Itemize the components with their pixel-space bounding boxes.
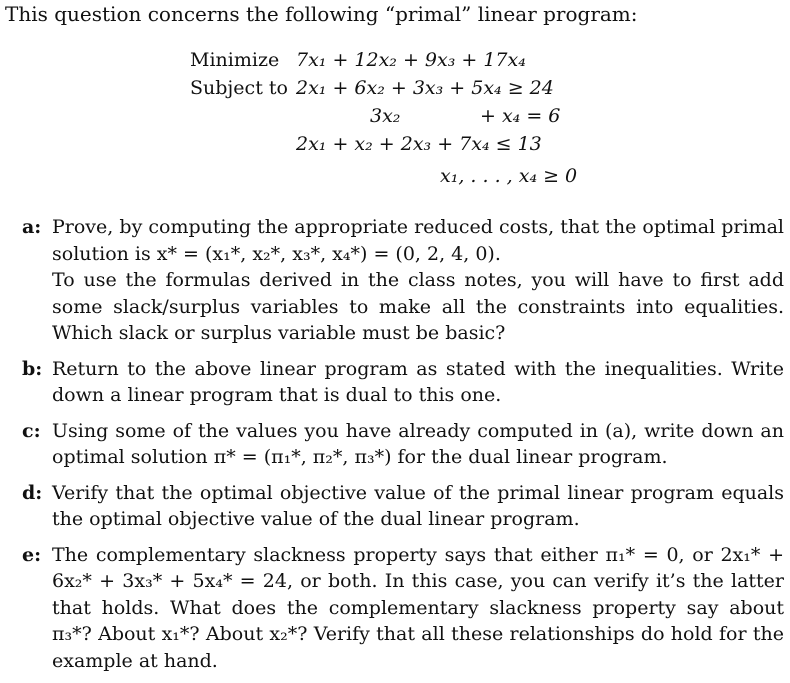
question-label: b: (22, 357, 43, 380)
intro-text: This question concerns the following “primal” linear program: (5, 2, 638, 26)
question-d (22, 480, 784, 533)
constraint-1-expr: 2x₁ + 6x₂ + 3x₃ + 5x₄ ≥ 24 (296, 77, 554, 99)
question-text: Using some of the values you have already computed in (a), write down an optimal solution π* = (π₁*, π₂*, π₃*) for the dual linear program. (52, 419, 784, 468)
constraint-3-expr: 2x₁ + x₂ + 2x₃ + 7x₄ ≤ 13 (296, 133, 542, 155)
question-a (22, 214, 784, 347)
question-text: Prove, by computing the appropriate reduced costs, that the optimal primal solution is x* = (x₁*, x₂*, x₃*, x₄*) = (0, 2, 4, 0). (52, 216, 784, 265)
question-label: c: (22, 419, 41, 442)
subject-to-label: Subject to (190, 77, 288, 99)
question-b (22, 356, 784, 409)
objective: 7x₁ + 12x₂ + 9x₃ + 17x₄ (296, 49, 526, 71)
question-e (22, 542, 784, 675)
question-list (22, 214, 784, 683)
question-text: Return to the above linear program as stated with the inequalities. Write down a linear program that is dual to this one. (52, 357, 784, 406)
question-text: To use the formulas derived in the class notes, you will have to first add some slack/surplus variables to make all the constraints into equalities. Which slack or surplus variable must be basic? (52, 269, 784, 344)
constraint-2-rest: + x₄ = 6 (480, 105, 561, 127)
question-text: Verify that the optimal objective value of the primal linear program equals the optimal objective value of the dual linear program. (52, 481, 784, 530)
question-text: The complementary slackness property says that either π₁* = 0, or 2x₁* + 6x₂* + 3x₃* + 5x₄* = 24, or both. In this case, you can verify it’s the latter that holds. What does the complementary slackness property say about π₃*? About x₁*? About x₂*? Verify that all these relationships do hold for the example at hand. (52, 543, 784, 672)
nonnegativity-expr: x₁, . . . , x₄ ≥ 0 (440, 165, 578, 187)
question-label: d: (22, 481, 43, 504)
minimize-label: Minimize (190, 49, 280, 71)
question-c (22, 418, 784, 471)
question-label: a: (22, 216, 42, 238)
question-label: e: (22, 543, 42, 566)
constraint-2-term: 3x₂ (370, 105, 401, 127)
